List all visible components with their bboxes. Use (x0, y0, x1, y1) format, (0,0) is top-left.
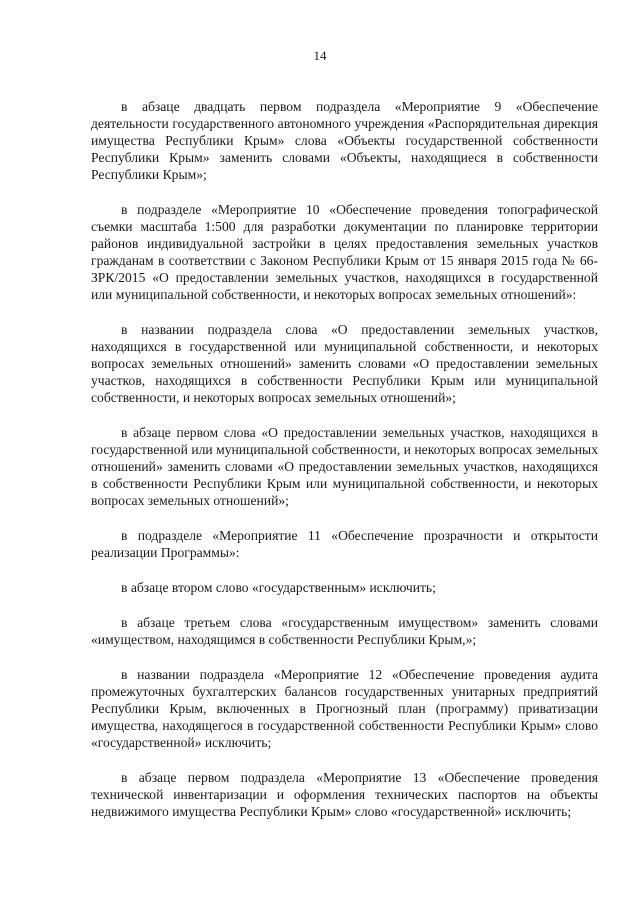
paragraph-amendment-10-first: в абзаце первом слова «О предоставлении земельных участков, находящихся в государственной или муниципальной собственности, и некоторых вопросах земельных отношений» заменить словами «О предоставлении земельных участков, находящихся в собственности Республики Крым или муниципальной собственности, и некоторых вопросах земельных отношений»; (91, 425, 598, 508)
paragraph-amendment-10: в подразделе «Мероприятие 10 «Обеспечение проведения топографической съемки масштаба 1:500 для разработки документации по планировке территории районов индивидуальной застройки в целях предоставления земельных участков гражданам в соответствии с Законом Республики Крым от 15 января 2015 года № 66-ЗРК/2015 «О предоставлении земельных участков, находящихся в государственной или муниципальной собственности, и некоторых вопросах земельных отношений»: (91, 202, 598, 302)
paragraph-amendment-11: в подразделе «Мероприятие 11 «Обеспечение прозрачности и открытости реализации Программы»: (91, 528, 598, 560)
paragraph-amendment-12: в названии подраздела «Мероприятие 12 «Обеспечение проведения аудита промежуточных бухгалтерских балансов государственных унитарных предприятий Республики Крым, включенных в Прогнозный план (программу) приватизации имущества, находящегося в государственной собственности Республики Крым» слово «государственной» исключить; (91, 667, 598, 750)
document-body (91, 98, 598, 838)
paragraph-amendment-13: в абзаце первом подраздела «Мероприятие 13 «Обеспечение проведения технической инвентаризации и оформления технических паспортов на объекты недвижимого имущества Республики Крым» слово «государственной» исключить; (91, 770, 598, 819)
paragraph-amendment-11-second: в абзаце втором слово «государственным» исключить; (121, 580, 436, 595)
paragraph-amendment-11-third: в абзаце третьем слова «государственным имуществом» заменить словами «имуществом, находящимся в собственности Республики Крым,»; (91, 615, 598, 647)
paragraph-amendment-9: в абзаце двадцать первом подраздела «Мероприятие 9 «Обеспечение деятельности государственного автономного учреждения «Распорядительная дирекция имущества Республики Крым» слова «Объекты государственной собственности Республики Крым» заменить словами «Объекты, находящиеся в собственности Республики Крым»; (91, 99, 598, 182)
page-number: 14 (313, 48, 327, 63)
paragraph-amendment-10-title: в названии подраздела слова «О предоставлении земельных участков, находящихся в государственной или муниципальной собственности, и некоторых вопросах земельных отношений» заменить словами «О предоставлении земельных участков, находящихся в собственности Республики Крым или муниципальной собственности, и некоторых вопросах земельных отношений»; (91, 322, 598, 405)
